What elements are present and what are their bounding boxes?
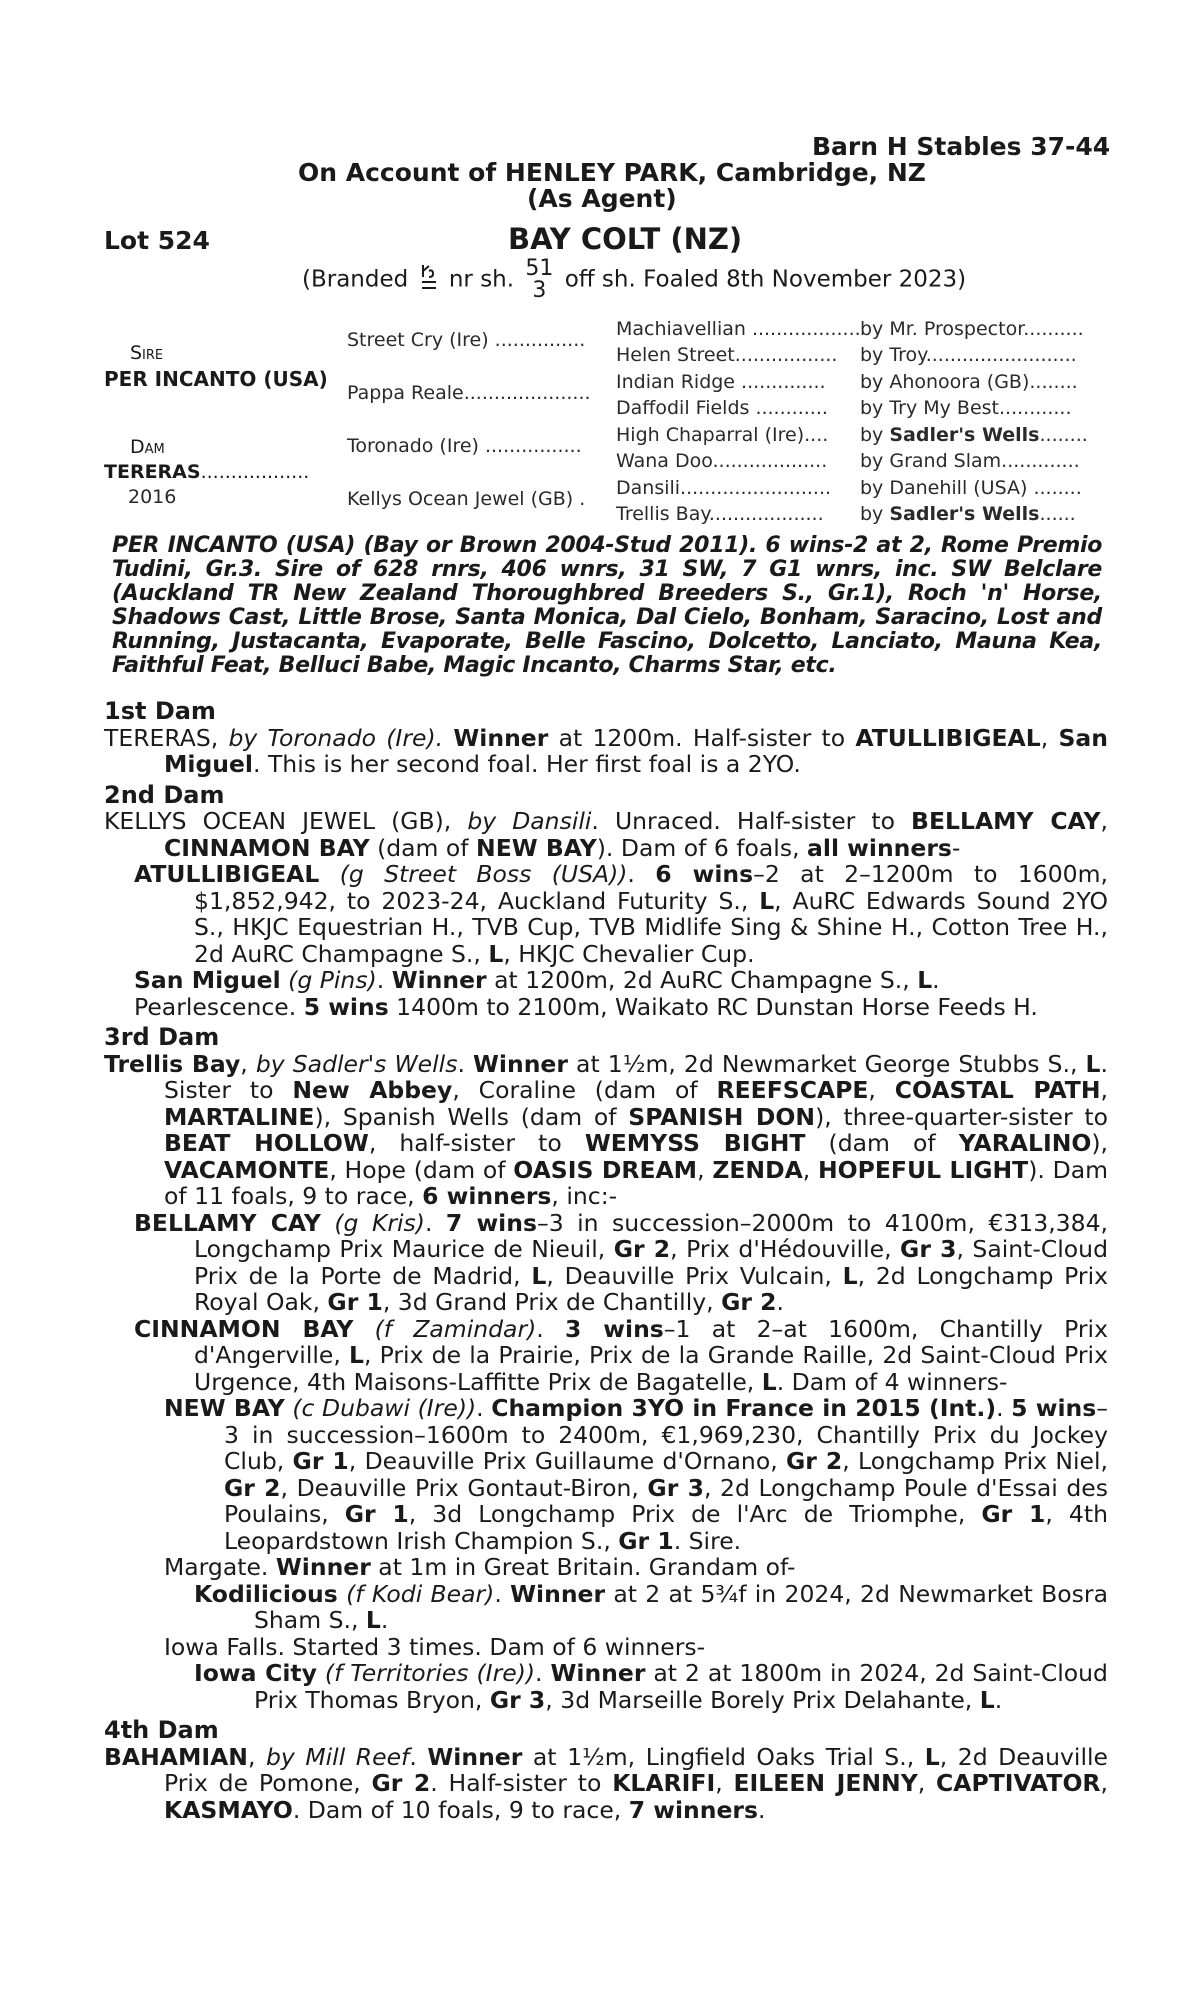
vendor-line: On Account of HENLEY PARK, Cambridge, NZ xyxy=(298,158,926,187)
sire-label: Sire xyxy=(130,342,164,364)
brand-line xyxy=(302,258,966,302)
second-dam-entry: KELLYS OCEAN JEWEL (GB), by Dansili. Unraced. Half-sister to BELLAMY CAY, CINNAMON BAY (dam of NEW BAY). Dam of 6 foals, all winners- xyxy=(104,807,1108,862)
first-dam-heading: 1st Dam xyxy=(104,697,216,725)
sire-summary-name: PER INCANTO (USA) xyxy=(112,533,356,558)
dam-year: 2016 xyxy=(128,486,177,508)
brand-mark-icon xyxy=(419,263,439,293)
gen3-sire: by Sadler's Wells...... xyxy=(860,503,1076,525)
brand-off-text: off sh. Foaled 8th November 2023) xyxy=(564,266,967,293)
gen3-sire: by Danehill (USA) ........ xyxy=(860,477,1082,499)
dam-dots: .................. xyxy=(200,461,310,483)
brand-off-fraction xyxy=(525,258,553,302)
gen3-name: Wana Doo................... xyxy=(616,450,828,472)
third-dam-grandprogeny-kodilicious: Kodilicious (f Kodi Bear). Winner at 2 at 5¾f in 2024, 2d Newmarket Bosra Sham S., L. xyxy=(194,1579,1108,1634)
gen3-sire: by Mr. Prospector.......... xyxy=(860,318,1084,340)
second-dam-progeny-san-miguel: San Miguel (g Pins). Winner at 1200m, 2d AuRC Champagne S., L. xyxy=(134,966,940,994)
third-dam-entry: Trellis Bay, by Sadler's Wells. Winner at 1½m, 2d Newmarket George Stubbs S., L. Sister to New Abbey, Coraline (dam of REEFSCAPE, COASTAL PATH, MARTALINE), Spanish Wells (dam of SPANISH DON), three-quarter-sister to BEAT HOLLOW, half-sister to WEMYSS BIGHT (dam of YARALINO), VACAMONTE, Hope (dam of OASIS DREAM, ZENDA, HOPEFUL LIGHT). Dam of 11 foals, 9 to race, 6 winners, inc:- xyxy=(104,1049,1108,1210)
gen3-name: High Chaparral (Ire).... xyxy=(616,424,829,446)
brand-off-num-top: 51 xyxy=(525,256,554,281)
agent-note: (As Agent) xyxy=(527,184,677,213)
dam-dam: Kellys Ocean Jewel (GB) . xyxy=(347,488,586,510)
gen3-name: Machiavellian .................. xyxy=(616,318,861,340)
dam-family xyxy=(104,694,1108,1823)
third-dam-progeny-iowa-falls: Iowa Falls. Started 3 times. Dam of 6 winners- xyxy=(164,1632,706,1661)
sire-summary-text: (Bay or Brown 2004-Stud 2011). 6 wins-2 at 2, Rome Premio Tudini, Gr.3. Sire of 628 rnrs, 406 wnrs, 31 SW, 7 G1 wnrs, inc. SW Belclare (Auckland TR New Zealand Thoroughbred Breeders S., Gr.1), Roch 'n' Horse, Shadows Cast, Little Brose, Santa Monica, Dal Cielo, Bonham, Saracino, Lost and Running, Justacanta, Evaporate, Belle Fascino, Dolcetto, Lanciato, Mauna Kea, Faithful Feat, Belluci Babe, Magic Incanto, Charms Star, etc. xyxy=(112,533,1103,678)
third-dam-progeny-cinnamon-bay: CINNAMON BAY (f Zamindar). 3 wins–1 at 2–at 1600m, Chantilly Prix d'Angerville, L, Prix de la Prairie, Prix de la Grande Raille, 2d Saint-Cloud Prix Urgence, 4th Maisons-Laffitte Prix de Bagatelle, L. Dam of 4 winners- xyxy=(134,1314,1108,1396)
gen3-name: Indian Ridge .............. xyxy=(616,371,826,393)
gen3-sire-bold: Sadler's Wells xyxy=(889,503,1040,525)
gen3-sire: by Troy......................... xyxy=(860,344,1077,366)
gen3-name: Daffodil Fields ............ xyxy=(616,397,828,419)
lot-title: BAY COLT (NZ) xyxy=(508,222,743,256)
third-dam-grandprogeny-new-bay: NEW BAY (c Dubawi (Ire)). Champion 3YO in France in 2015 (Int.). 5 wins–3 in succession–1600m to 2400m, €1,969,230, Chantilly Prix du Jockey Club, Gr 1, Deauville Prix Guillaume d'Ornano, Gr 2, Longchamp Prix Niel, Gr 2, Deauville Prix Gontaut-Biron, Gr 3, 2d Longchamp Poule d'Essai des Poulains, Gr 1, 3d Longchamp Prix de l'Arc de Triomphe, Gr 1, 4th Leopardstown Irish Champion S., Gr 1. Sire. xyxy=(164,1394,1108,1555)
fourth-dam-entry: BAHAMIAN, by Mill Reef. Winner at 1½m, Lingfield Oaks Trial S., L, 2d Deauville Prix de Pomone, Gr 2. Half-sister to KLARIFI, EILEEN JENNY, CAPTIVATOR, KASMAYO. Dam of 10 foals, 9 to race, 7 winners. xyxy=(104,1742,1109,1824)
gen3-sire-bold: Sadler's Wells xyxy=(889,424,1040,446)
dam-name-line xyxy=(104,461,309,483)
second-dam-heading: 2nd Dam xyxy=(104,780,225,809)
sire-sire: Street Cry (Ire) ............... xyxy=(347,329,586,351)
sire-summary xyxy=(112,534,1102,678)
third-dam-progeny-margate: Margate. Winner at 1m in Great Britain. Grandam of- xyxy=(164,1553,796,1581)
third-dam-progeny-bellamy-cay: BELLAMY CAY (g Kris). 7 wins–3 in succession–2000m to 4100m, €313,384, Longchamp Prix Maurice de Nieuil, Gr 2, Prix d'Hédouville, Gr 3, Saint-Cloud Prix de la Porte de Madrid, L, Deauville Prix Vulcain, L, 2d Longchamp Prix Royal Oak, Gr 1, 3d Grand Prix de Chantilly, Gr 2. xyxy=(134,1208,1109,1316)
barn-location: Barn H Stables 37-44 xyxy=(812,132,1111,161)
third-dam-grandprogeny-iowa-city: Iowa City (f Territories (Ire)). Winner at 2 at 1800m in 2024, 2d Saint-Cloud Prix Thomas Bryon, Gr 3, 3d Marseille Borely Prix Delahante, L. xyxy=(194,1659,1108,1714)
lot-number: Lot 524 xyxy=(104,226,210,255)
gen3-sire: by Grand Slam............. xyxy=(860,450,1080,472)
gen3-sire: by Try My Best............ xyxy=(860,397,1072,419)
sire-name: PER INCANTO (USA) xyxy=(104,367,328,391)
second-dam-progeny-pearlescence: Pearlescence. 5 wins 1400m to 2100m, Waikato RC Dunstan Horse Feeds H. xyxy=(134,992,1038,1021)
second-dam-progeny-atullibigeal: ATULLIBIGEAL (g Street Boss (USA)). 6 wins–2 at 2–1200m to 1600m, $1,852,942, to 2023-24, Auckland Futurity S., L, AuRC Edwards Sound 2YO S., HKJC Equestrian H., TVB Cup, TVB Midlife Sing & Shine H., Cotton Tree H., 2d AuRC Champagne S., L, HKJC Chevalier Cup. xyxy=(134,860,1109,968)
gen3-sire: by Sadler's Wells........ xyxy=(860,424,1088,446)
gen3-name: Dansili......................... xyxy=(616,477,832,499)
gen3-name: Trellis Bay................... xyxy=(616,503,824,525)
dam-name: TERERAS xyxy=(104,461,201,483)
fourth-dam-heading: 4th Dam xyxy=(104,1716,219,1744)
third-dam-heading: 3rd Dam xyxy=(104,1023,220,1051)
first-dam-entry: TERERAS, by Toronado (Ire). Winner at 1200m. Half-sister to ATULLIBIGEAL, San Miguel. This is her second foal. Her first foal is a 2YO. xyxy=(104,723,1108,778)
brand-off-num-bottom: 3 xyxy=(532,278,547,303)
gen3-name: Helen Street................. xyxy=(616,344,838,366)
brand-open-text: (Branded xyxy=(302,266,409,293)
dam-label: Dam xyxy=(130,436,165,458)
dam-sire: Toronado (Ire) ................ xyxy=(347,435,582,457)
brand-near-text: nr sh. xyxy=(448,266,515,293)
sire-dam: Pappa Reale..................... xyxy=(347,382,591,404)
gen3-sire: by Ahonoora (GB)........ xyxy=(860,371,1078,393)
